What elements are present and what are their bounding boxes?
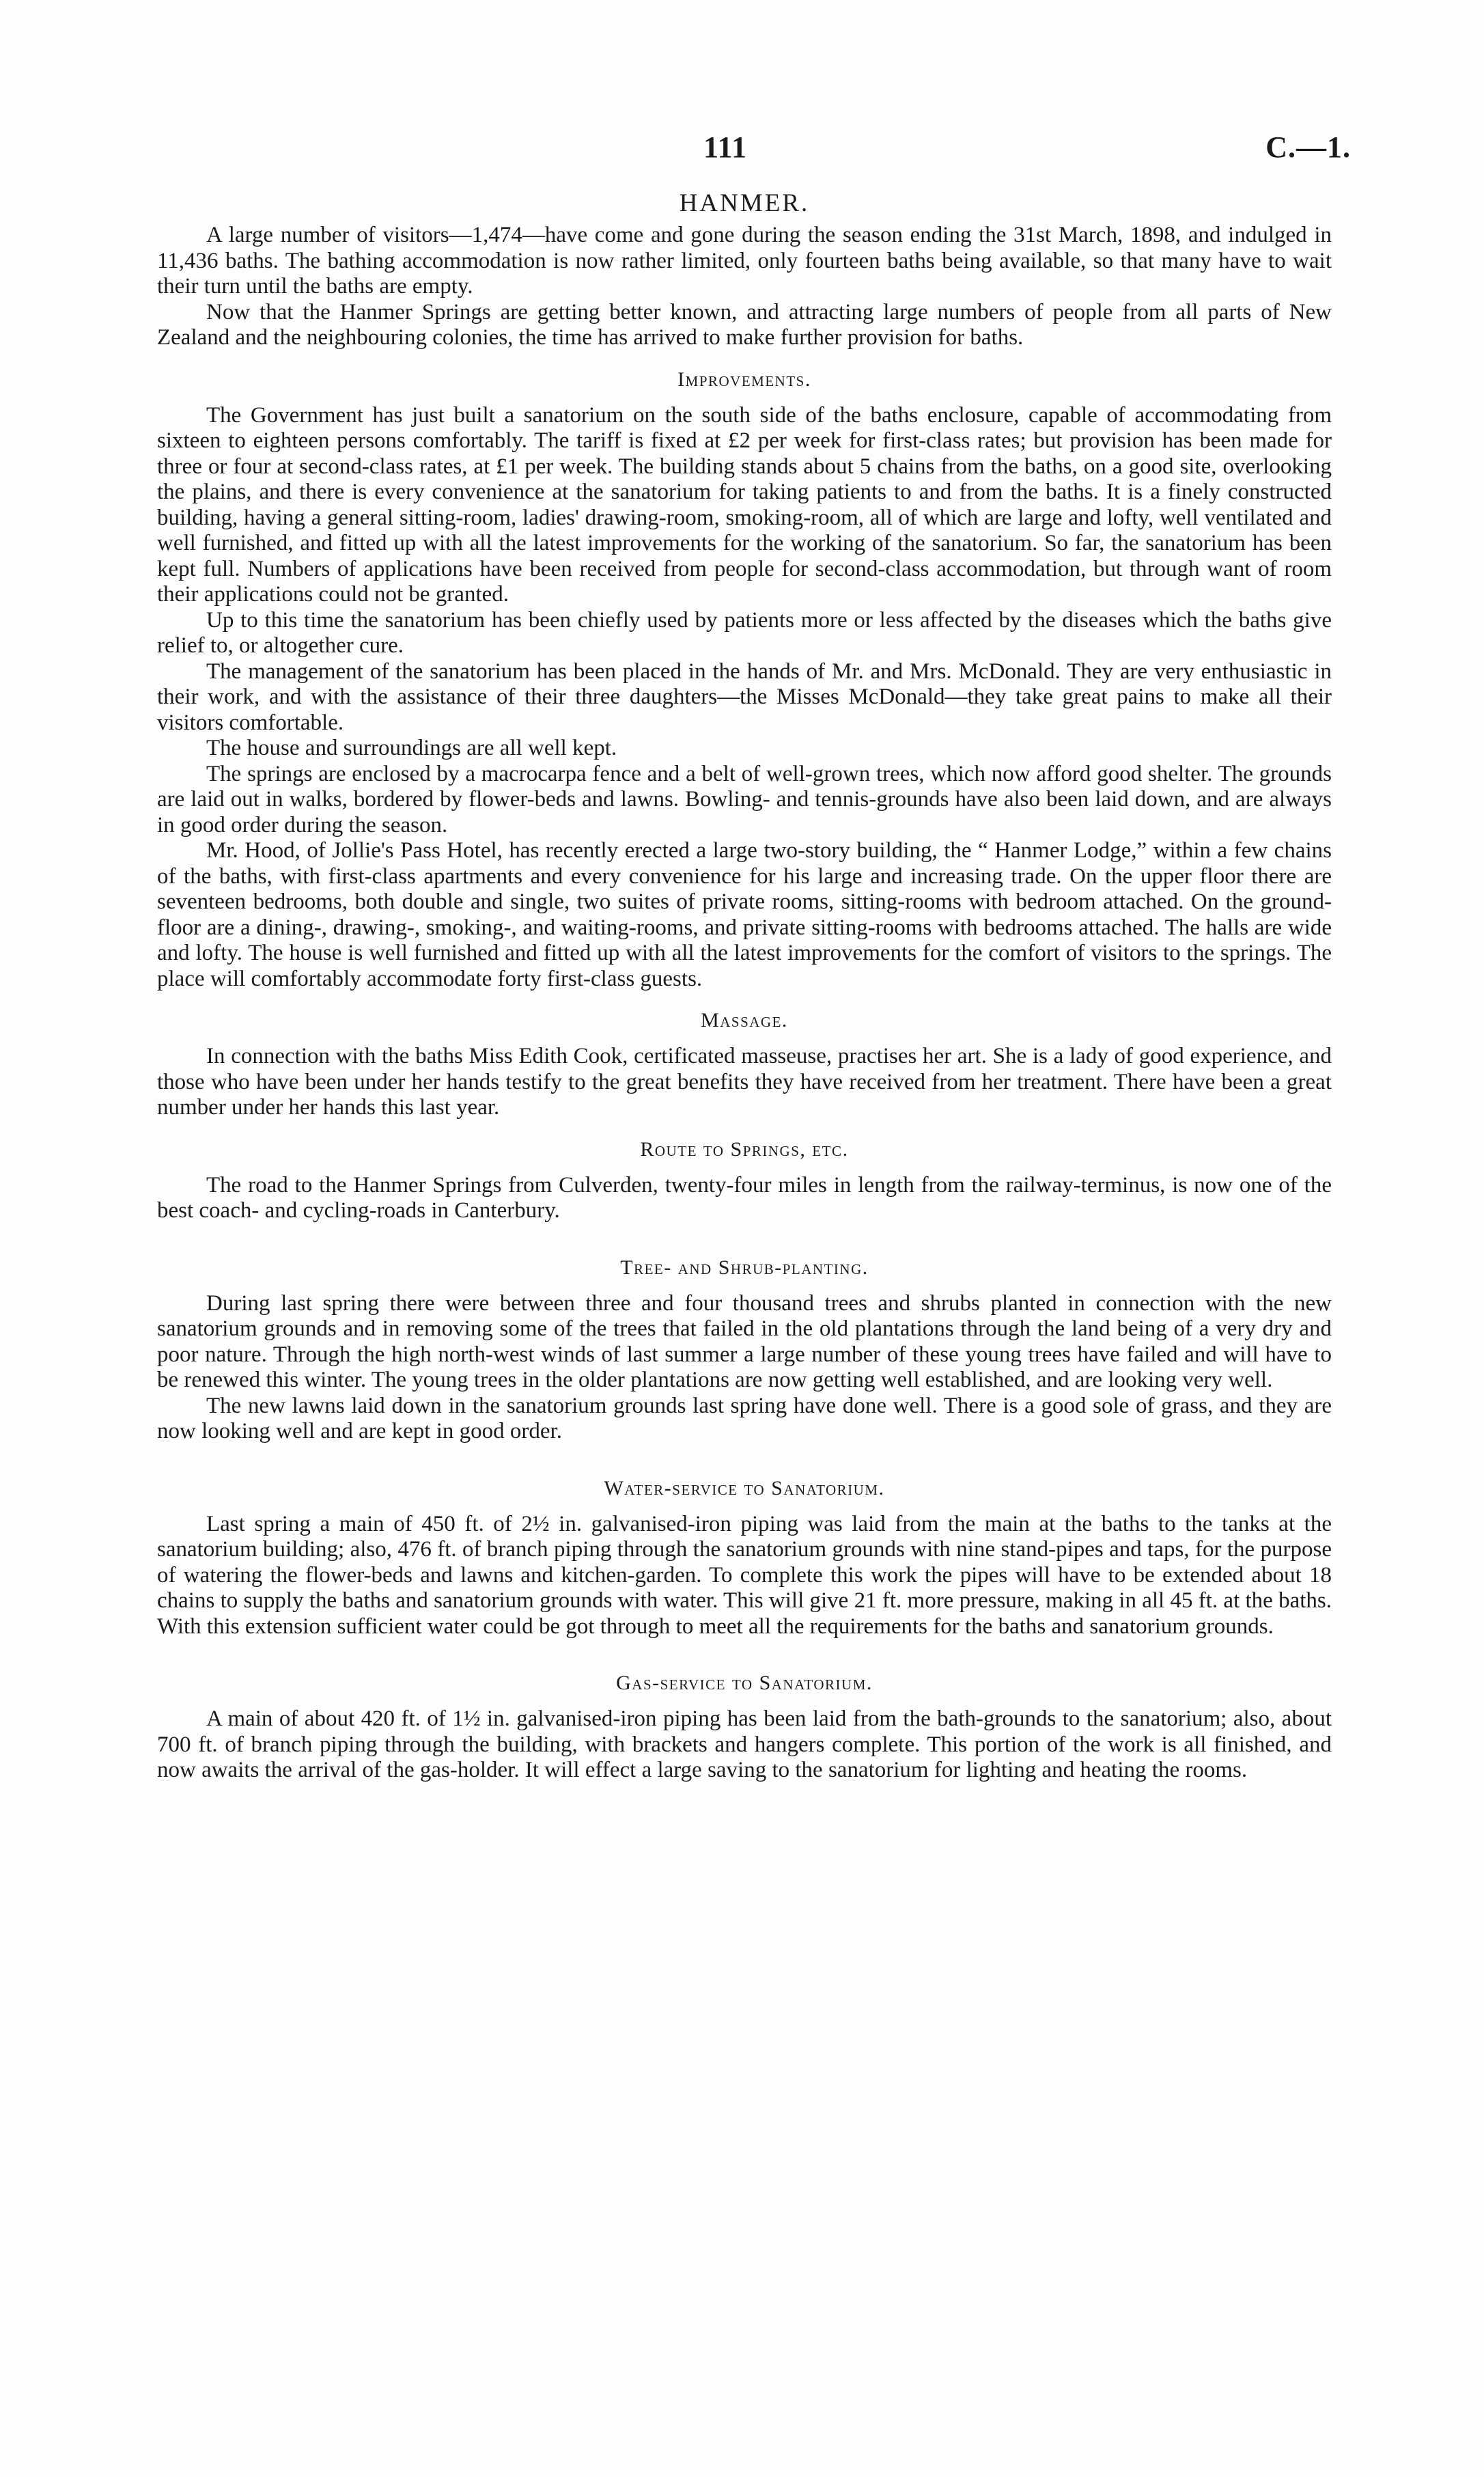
section-paragraph: Last spring a main of 450 ft. of 2½ in. galvanised-iron piping was laid from the main at the baths to the tanks at the sanatorium building; also, 476 ft. of branch piping through the sanatorium grounds with nine stand-pipes and taps, for the purpose of watering the flower-beds and lawns and kitchen-garden. To complete this work the pipes will have to be extended about 18 chains to supply the baths and sanatorium grounds with water. This will give 21 ft. more pressure, making in all 45 ft. at the baths. With this extension sufficient water could be got through to meet all the requirements for the baths and sanatorium grounds. bbox=[157, 1511, 1332, 1639]
section-paragraph: During last spring there were between three and four thousand trees and shrubs planted in connection with the new sanatorium grounds and in removing some of the trees that failed in the old plantations through the land being of a very dry and poor nature. Through the high north-west winds of last summer a large number of these young trees have failed and will have to be renewed this winter. The young trees in the older plantations are now getting well established, and are looking very well. bbox=[157, 1290, 1332, 1392]
intro-paragraph: A large number of visitors—1,474—have come and gone during the season ending the 31st March, 1898, and indulged in 11,436 baths. The bathing accommodation is now rather limited, only fourteen baths being available, so that many have to wait their turn until the baths are empty. bbox=[157, 223, 1332, 299]
section-paragraph: The management of the sanatorium has been placed in the hands of Mr. and Mrs. McDonald. They are very enthusiastic in their work, and with the assistance of their three daughters—the Misses McDonald—they take great pains to make all their visitors comfortable. bbox=[157, 659, 1332, 735]
document-body bbox=[157, 190, 1332, 1784]
intro-paragraph: Now that the Hanmer Springs are getting better known, and attracting large numbers of people from all parts of New Zealand and the neighbouring colonies, the time has arrived to make further provision for baths. bbox=[157, 299, 1332, 350]
section-heading-massage: Massage. bbox=[701, 1009, 788, 1032]
section-paragraph: A main of about 420 ft. of 1½ in. galvanised-iron piping has been laid from the bath-grounds to the sanatorium; also, about 700 ft. of branch piping through the building, with brackets and hangers complete. This portion of the work is all finished, and now awaits the arrival of the gas-holder. It will effect a large saving to the sanatorium for lighting and heating the rooms. bbox=[157, 1706, 1332, 1782]
page-number: 111 bbox=[703, 130, 748, 164]
section-heading-improvements: Improvements. bbox=[677, 368, 811, 391]
section-paragraph: The new lawns laid down in the sanatorium grounds last spring have done well. There is a good sole of grass, and they are now looking well and are kept in good order. bbox=[157, 1393, 1332, 1443]
section-heading-water-service: Water-service to Sanatorium. bbox=[604, 1476, 885, 1499]
page-header bbox=[0, 130, 1484, 178]
section-paragraph: Mr. Hood, of Jollie's Pass Hotel, has recently erected a large two-story building, the “ Hanmer Lodge,” within a few chains of the baths, with first-class apartments and every convenience for his large and increasing trade. On the upper floor there are seventeen bedrooms, both double and single, two suites of private rooms, sitting-rooms with bedroom attached. On the ground-floor are a dining-, drawing-, smoking-, and waiting-rooms, and private sitting-rooms with bedrooms attached. The halls are wide and lofty. The house is well furnished and fitted up with all the latest improvements for the comfort of visitors to the springs. The place will comfortably accommodate forty first-class guests. bbox=[157, 838, 1332, 991]
section-paragraph: The Government has just built a sanatorium on the south side of the baths enclosure, capable of accommodating from sixteen to eighteen persons comfortably. The tariff is fixed at £2 per week for first-class rates; but provision has been made for three or four at second-class rates, at £1 per week. The building stands about 5 chains from the baths, on a good site, overlooking the plains, and there is every convenience at the sanatorium for taking patients to and from the baths. It is a finely constructed building, having a general sitting-room, ladies' drawing-room, smoking-room, all of which are large and lofty, well ventilated and well furnished, and fitted up with all the latest improvements for the working of the sanatorium. So far, the sanatorium has been kept full. Numbers of applications have been received from people for second-class accommodation, but through want of room their applications could not be granted. bbox=[157, 402, 1332, 607]
section-paragraph: The house and surroundings are all well kept. bbox=[206, 736, 617, 760]
document-title: HANMER. bbox=[679, 189, 810, 217]
section-paragraph: The road to the Hanmer Springs from Culverden, twenty-four miles in length from the railway-terminus, is now one of the best coach- and cycling-roads in Canterbury. bbox=[157, 1172, 1332, 1223]
section-paragraph: In connection with the baths Miss Edith Cook, certificated masseuse, practises her art. She is a lady of good experience, and those who have been under her hands testify to the great benefits they have received from her treatment. There have been a great number under her hands this last year. bbox=[157, 1044, 1332, 1120]
section-paragraph: Up to this time the sanatorium has been chiefly used by patients more or less affected by the diseases which the baths give relief to, or altogether cure. bbox=[157, 607, 1332, 658]
section-heading-route: Route to Springs, etc. bbox=[640, 1137, 849, 1161]
section-heading-gas-service: Gas-service to Sanatorium. bbox=[616, 1672, 873, 1694]
section-heading-tree-planting: Tree- and Shrub-planting. bbox=[620, 1256, 869, 1279]
document-code: C.—1. bbox=[1265, 130, 1351, 164]
section-paragraph: The springs are enclosed by a macrocarpa fence and a belt of well-grown trees, which now afford good shelter. The grounds are laid out in walks, bordered by flower-beds and lawns. Bowling- and tennis-grounds have also been laid down, and are always in good order during the season. bbox=[157, 761, 1332, 838]
